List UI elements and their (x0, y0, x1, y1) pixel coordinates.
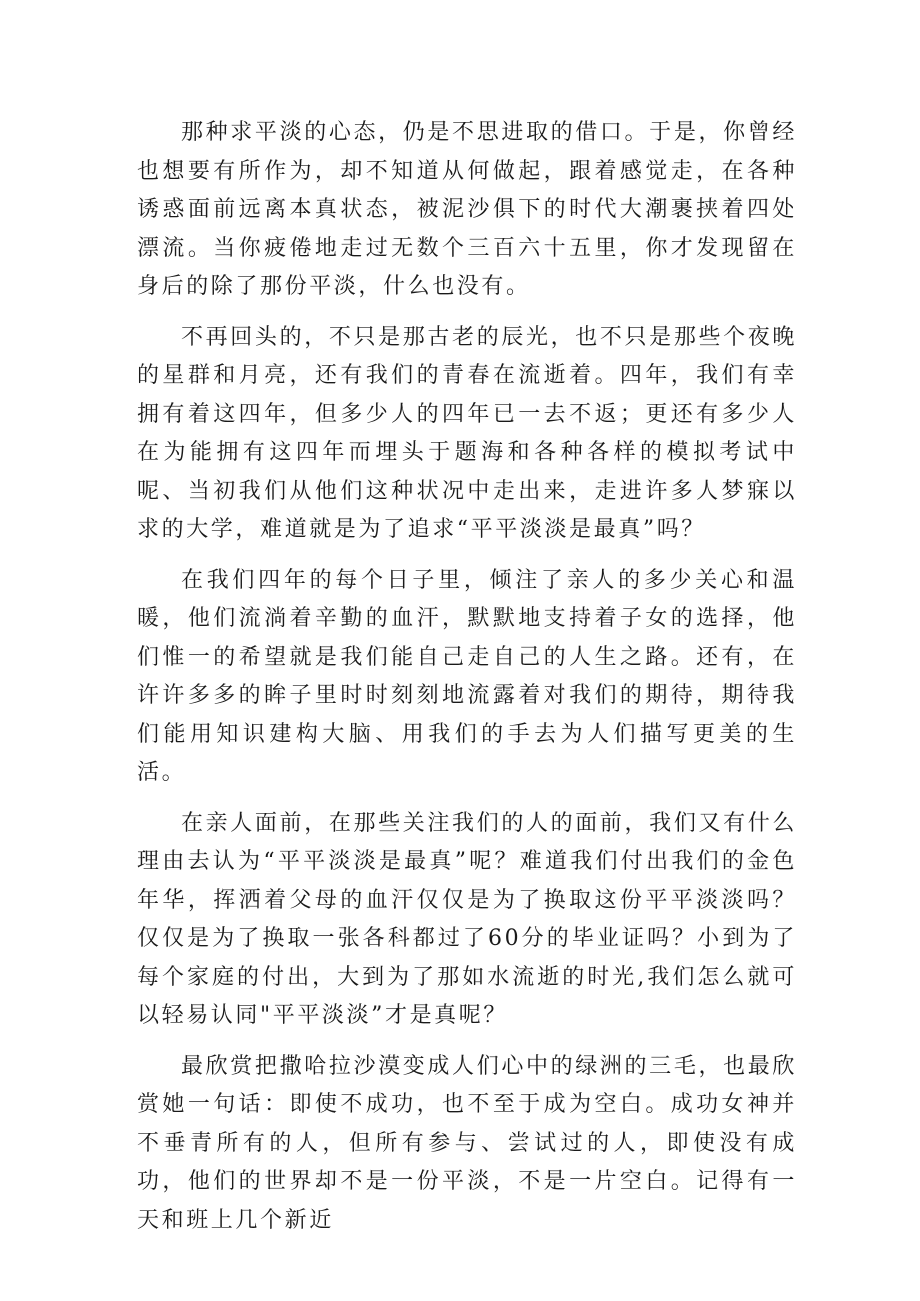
document-body (137, 114, 797, 1252)
paragraph-3: 在我们四年的每个日子里，倾注了亲人的多少关心和温暖，他们流淌着辛勤的血汗，默默地支持着子女的选择，他们惟一的希望就是我们能自己走自己的人生之路。还有，在许许多多的眸子里时时刻刻地流露着对我们的期待，期待我们能用知识建构大脑、用我们的手去为人们描写更美的生活。 (137, 567, 797, 785)
paragraph-2: 不再回头的，不只是那古老的辰光，也不只是那些个夜晚的星群和月亮，还有我们的青春在流逝着。四年，我们有幸拥有着这四年，但多少人的四年已一去不返；更还有多少人在为能拥有这四年而埋头于题海和各种各样的模拟考试中呢、当初我们从他们这种状况中走出来，走进许多人梦寐以求的大学，难道就是为了追求“平平淡淡是最真”吗？ (137, 324, 797, 542)
paragraph-5: 最欣赏把撒哈拉沙漠变成人们心中的绿洲的三毛，也最欣赏她一句话：即使不成功，也不至于成为空白。成功女神并不垂青所有的人，但所有参与、尝试过的人，即使没有成功，他们的世界却不是一份平淡，不是一片空白。记得有一天和班上几个新近 (137, 1053, 797, 1233)
paragraph-4: 在亲人面前，在那些关注我们的人的面前，我们又有什么理由去认为“平平淡淡是最真”呢？难道我们付出我们的金色年华，挥洒着父母的血汗仅仅是为了换取这份平平淡淡吗？仅仅是为了换取一张各科都过了60分的毕业证吗？小到为了每个家庭的付出，大到为了那如水流逝的时光,我们怎么就可以轻易认同"平平淡淡”才是真呢？ (137, 810, 797, 1028)
paragraph-1: 那种求平淡的心态，仍是不思进取的借口。于是，你曾经也想要有所作为，却不知道从何做起，跟着感觉走，在各种诱惑面前远离本真状态，被泥沙俱下的时代大潮裹挟着四处漂流。当你疲倦地走过无数个三百六十五里，你才发现留在身后的除了那份平淡，什么也没有。 (137, 120, 797, 299)
